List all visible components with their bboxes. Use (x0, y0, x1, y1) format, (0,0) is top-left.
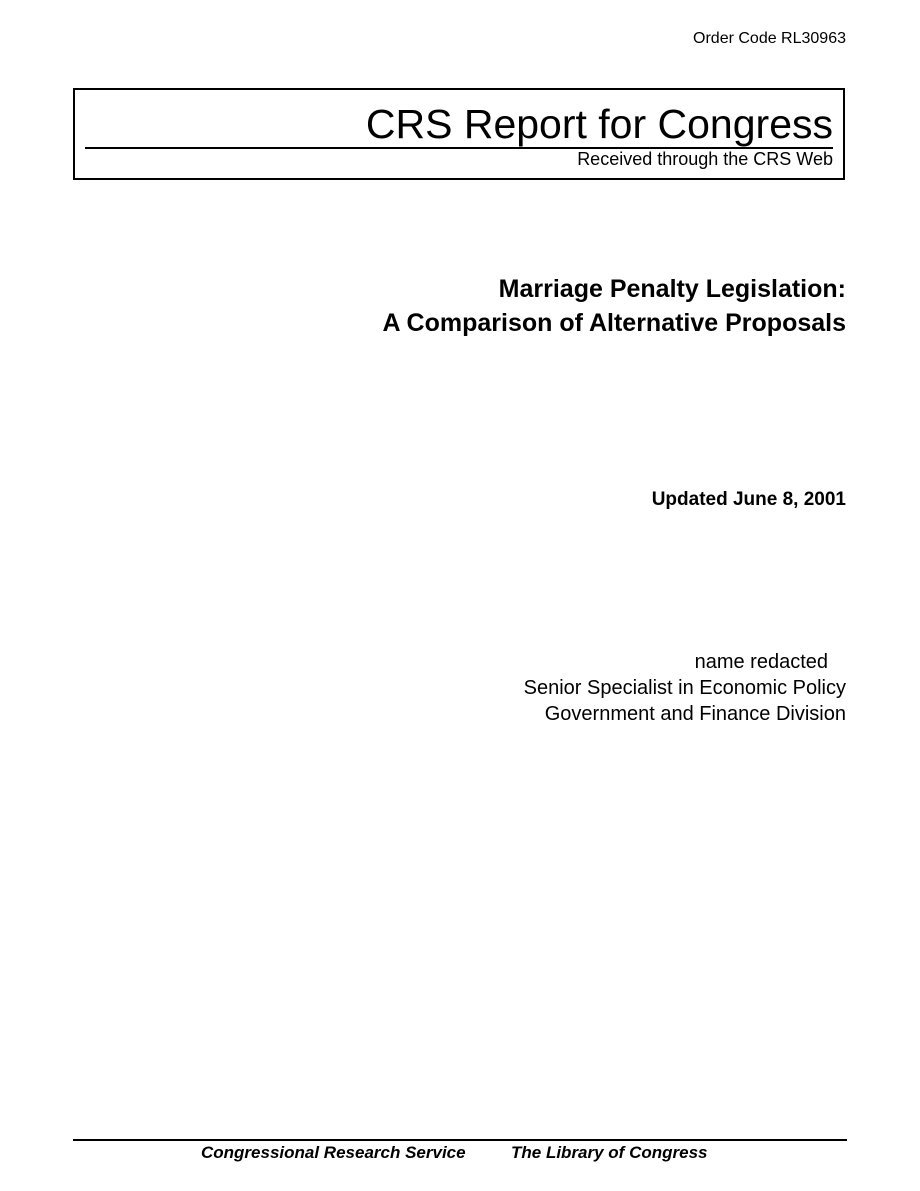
report-banner (73, 88, 845, 180)
updated-date: Updated June 8, 2001 (651, 489, 846, 510)
footer-left: Congressional Research Service (201, 1143, 466, 1162)
author-division: Government and Finance Division (544, 703, 846, 725)
footer-right: The Library of Congress (511, 1143, 708, 1162)
banner-title: CRS Report for Congress (365, 101, 833, 147)
footer-divider (73, 1139, 847, 1141)
report-title-line1: Marriage Penalty Legislation: (498, 275, 846, 303)
author-name: name redacted (694, 651, 828, 673)
author-position: Senior Specialist in Economic Policy (523, 677, 846, 699)
report-title-line2: A Comparison of Alternative Proposals (382, 309, 846, 337)
order-code: Order Code RL30963 (693, 30, 846, 47)
banner-subtitle: Received through the CRS Web (577, 149, 833, 169)
